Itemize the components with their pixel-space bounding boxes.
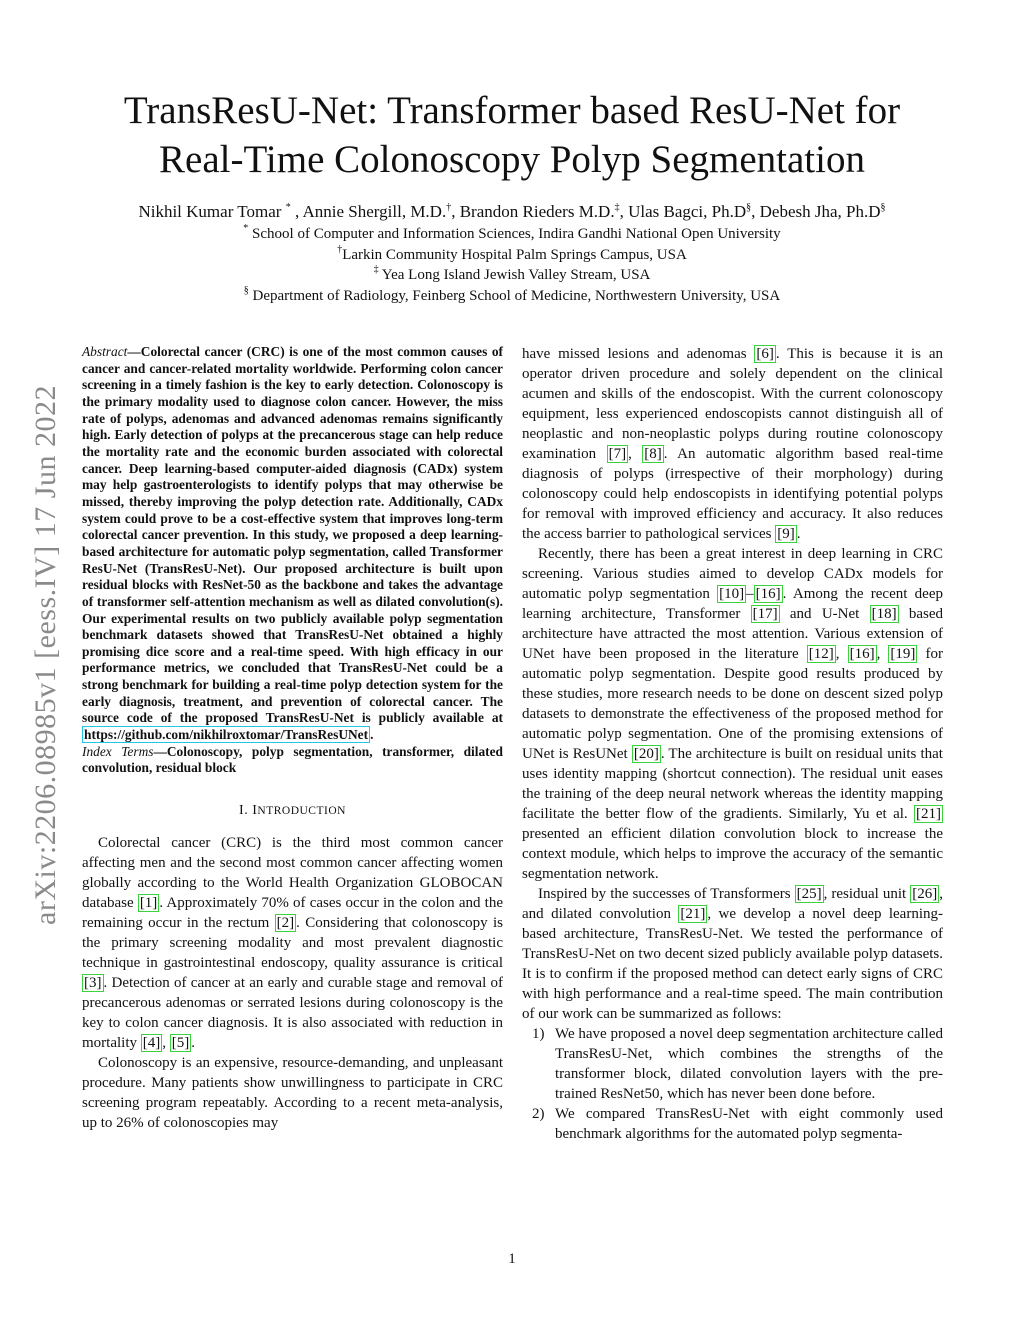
section-heading-introduction [82,803,503,819]
affiliations [60,224,964,306]
source-code-link[interactable]: https://github.com/nikhilroxtomar/TransResUNet [84,727,369,743]
abstract-body: —Colorectal cancer (CRC) is one of the most common causes of cancer and cancer-related mortality worldwide. Performing colon cancer screening in a timely fashion is the key to early detection. Colonoscopy is the primary modality used to diagnose colon cancer. However, the miss rate of polyps, adenomas and advanced adenomas remains significantly high. Early detection of polyps at the precancerous stage can help reduce the mortality rate and the economic burden associated with colorectal cancer. Deep learning-based computer-aided diagnosis (CADx) system may help gastroenterologists to identify polyps that may otherwise be missed, thereby improving the polyp detection rate. Additionally, CADx system could prove to be a cost-effective system that improves long-term colorectal cancer prevention. In this study, we proposed a deep learning-based architecture for automatic polyp segmentation, called Transformer ResU-Net (TransResU-Net). Our proposed architecture is built upon residual blocks with ResNet-50 as the backbone and takes the advantage of transformer self-attention mechanism as well as dilated convolution(s). Our experimental results on two publicly available polyp segmentation benchmark datasets showed that TransResU-Net obtained a highly promising dice score and a real-time speed. With high efficacy in our performance metrics, we concluded that TransResU-Net could be a strong benchmark for building a real-time polyp detection system for the early diagnosis, treatment, and prevention of colorectal cancer. The source code of the proposed TransResU-Net is publicly available at [82,344,503,726]
citation-link[interactable]: [16] [755,586,781,602]
right-column [522,344,943,1144]
citation-link[interactable]: [17] [752,606,778,622]
text-run: , residual unit [823,886,911,902]
intro-paragraph-2 [82,1053,503,1133]
text-run: presented an efficient dilation convolution block to increase the context module, which helps to improve the accuracy of the semantic segmentation network. [522,826,943,882]
author-3: , Brandon Rieders M.D. [451,202,615,221]
citation-link[interactable]: [20] [633,746,659,762]
affiliation-2 [60,245,964,266]
affiliation-3 [60,265,964,286]
author-4-mark: § [746,202,752,213]
citation-link[interactable]: [8] [644,446,662,462]
list-item [522,1104,943,1144]
affiliation-3-mark: ‡ [373,264,379,275]
title-line-1: TransResU-Net: Transformer based ResU-Net for [123,89,901,132]
text-run: . [796,526,801,542]
abstract-end: . [370,727,374,743]
section-title-initial: I [252,803,258,819]
paper-title [60,86,964,184]
text-run: , and dilated convolution [522,886,943,922]
text-run: have missed lesions and adenomas [522,346,755,362]
citation-link[interactable]: [21] [680,906,706,922]
citation-link[interactable]: [26] [912,886,938,902]
left-column [82,344,503,1133]
index-terms-label: Index Terms [82,743,154,759]
citation-link[interactable]: [5] [171,1035,190,1052]
intro-paragraph-4 [522,884,943,1024]
affiliation-1-text: School of Computer and Information Sciences, Indira Gandhi National Open University [248,226,781,242]
abstract-label: Abstract [82,344,128,359]
text-run: and U-Net [779,606,870,622]
author-2-mark: † [446,202,452,213]
text-run: – [746,586,754,602]
title-line-2: Real-Time Colonoscopy Polyp Segmentation [159,138,865,181]
intro-paragraph-1 [82,833,503,1053]
list-item-number: 1) [532,1026,545,1042]
author-list [60,201,964,223]
text-run: . This is because it is an operator driven procedure and solely dependent on the clinical acumen and skills of the endoscopist. With the current colonoscopy equipment, less experienced endoscopists cannot distinguish all of neoplastic and non-neoplastic polyps during routine colonoscopy examination [522,346,943,462]
affiliation-1-mark: * [243,223,249,234]
citation-link[interactable]: [16] [849,646,875,662]
contribution-list [522,1024,943,1144]
affiliation-2-text: Larkin Community Hospital Palm Springs Campus, USA [342,246,687,263]
citation-link[interactable]: [10] [719,586,745,602]
citation-link[interactable]: [1] [139,895,158,912]
author-3-mark: ‡ [614,202,620,213]
author-4: , Ulas Bagci, Ph.D [619,202,747,221]
text-run: . An automatic algorithm based real-time diagnosis of polyps (irrespective of their morphology) during colonoscopy could help endoscopists in identifying potential polyps for removal with improved efficiency and accuracy. It also reduces the access barrier to pathological services [522,446,944,542]
text-run: , we develop a novel deep learning-based architecture, TransResU-Net. We tested the performance of TransResU-Net on two decent sized publicly available polyp datasets. It is to confirm if the proposed method can detect early signs of CRC with high performance and a real-time speed. The main contribution of our work can be summarized as follows: [522,906,943,1022]
text-run: . [191,1035,195,1052]
text-run: based architecture have attracted the most attention. Various extension of UNet have been proposed in the literature [522,606,943,662]
list-item-number: 2) [532,1106,545,1122]
index-terms [82,744,503,777]
abstract [82,344,503,744]
text-run: , [876,646,889,662]
citation-link[interactable]: [6] [756,346,774,362]
affiliation-4-text: Department of Radiology, Feinberg School of Medicine, Northwestern University, USA [248,287,781,304]
author-5: , Debesh Jha, Ph.D [751,202,881,221]
text-run: . Approximately 70% of cases occur in the colon and the remaining occur in the rectum [82,895,503,932]
index-terms-body: —Colonoscopy, polyp segmentation, transformer, dilated convolution, residual block [82,743,503,776]
text-run: . Detection of cancer at an early and curable stage and removal of precancerous adenomas or serrated lesions during colonoscopy is the key to colon cancer diagnosis. It is also associated with reduction in mortality [82,975,503,1052]
citation-link[interactable]: [21] [916,806,941,822]
text-run: . Among the recent deep learning architecture, Transformer [522,586,943,622]
text-run: Colorectal cancer (CRC) is the third most common cancer affecting men and the second most common cancer affecting women globally according to the World Health Organization GLOBOCAN database [82,835,503,912]
affiliation-1 [60,224,964,245]
text-run: for automatic polyp segmentation. Despite good results produced by these studies, more research needs to be done on descent sized polyp datasets to demonstrate the effectiveness of the proposed method for automatic polyp segmentation. One of the promising extensions of UNet is ResUNet [522,646,943,762]
author-5-mark: § [880,202,886,213]
text-run: Colonoscopy is an expensive, resource-demanding, and unpleasant procedure. Many patients show unwillingness to participate in CRC screening program repeatably. According to a recent meta-analysis, up to 26% of colonoscopies may [82,1055,503,1132]
citation-link[interactable]: [4] [142,1035,161,1052]
citation-link[interactable]: [25] [796,886,822,902]
affiliation-2-mark: † [337,243,343,255]
citation-link[interactable]: [12] [808,646,834,662]
text-run: Recently, there has been a great interest in deep learning in CRC screening. Various studies aimed to develop CADx models for automatic polyp segmentation [522,546,943,602]
citation-link[interactable]: [7] [608,446,627,462]
citation-link[interactable]: [2] [276,915,295,932]
page-number: 1 [508,1251,516,1267]
text-run: Inspired by the successes of Transformers [538,886,795,902]
affiliation-4-mark: § [243,284,249,296]
author-1-mark: * [285,202,291,213]
citation-link[interactable]: [3] [84,975,102,992]
text-run: , [835,646,848,662]
arxiv-identifier: arXiv:2206.08985v1 [eess.IV] 17 Jun 2022 [29,385,62,925]
citation-link[interactable]: [19] [890,646,916,662]
text-run: . The architecture is built on residual units that uses identity mapping (shortcut connection). The residual unit eases the training of the deep neural network whereas the identity mapping facilitate the better flow of the gradients. Similarly, Yu et al. [522,746,943,822]
section-number: I. [239,803,253,819]
intro-paragraph-2-continued [522,344,943,544]
affiliation-3-text: Yea Long Island Jewish Valley Stream, USA [378,267,651,283]
affiliation-4 [60,286,964,307]
text-run: . Considering that colonoscopy is the primary screening modality and most prevalent diagnostic technique in gastrointestinal endoscopy, quality assurance is critical [82,915,504,972]
intro-paragraph-3 [522,544,943,884]
author-1: Nikhil Kumar Tomar [138,202,282,221]
list-item-text: We have proposed a novel deep segmentation architecture called TransResU-Net, which combines the strengths of the transformer block, dilated convolution layers with the pre-trained ResNet50, which has never been done before. [555,1026,943,1102]
author-2: , Annie Shergill, M.D. [294,202,447,221]
citation-link[interactable]: [9] [777,526,795,542]
section-title-rest: NTRODUCTION [257,805,346,818]
text-run: , [628,446,643,462]
citation-link[interactable]: [18] [871,606,897,622]
text-run: , [162,1035,170,1052]
list-item [522,1024,943,1104]
list-item-text: We compared TransResU-Net with eight commonly used benchmark algorithms for the automated polyp segmenta- [555,1106,943,1142]
